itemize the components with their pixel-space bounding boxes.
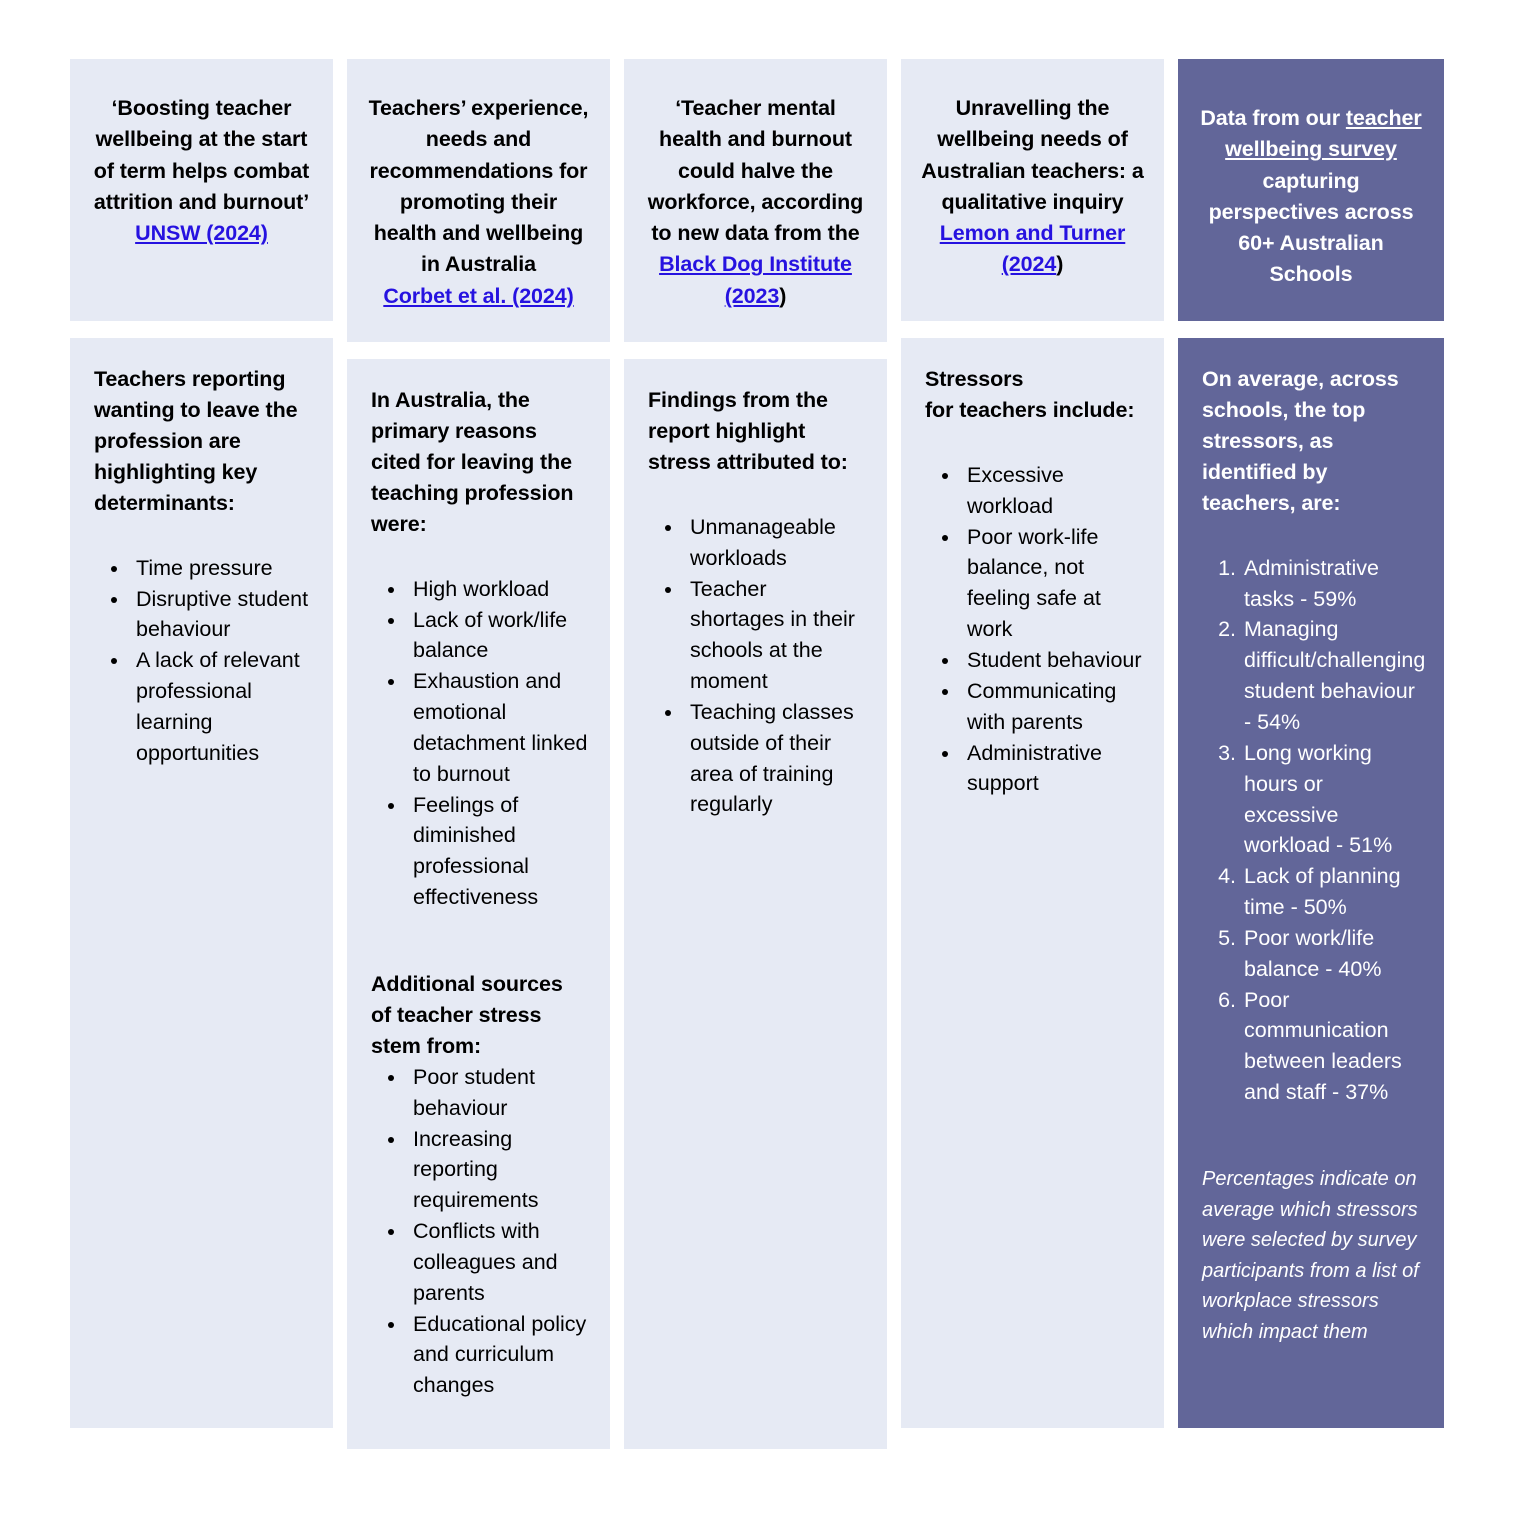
source-title-text: Teachers’ experience, needs and recommendations for promoting their health and wellbeing in Australia <box>368 96 589 277</box>
source-link-unsw[interactable]: UNSW (2024) <box>135 221 268 246</box>
columns-grid <box>70 59 1466 1449</box>
body-lead-line-1: Stressors <box>925 367 1024 391</box>
source-title-text: ‘Boosting teacher wellbeing at the start of term helps combat attrition and burnout’ <box>93 96 310 214</box>
body-lead-corbet: In Australia, the primary reasons cited for leaving the teaching profession were: <box>371 387 574 536</box>
source-link-our-survey[interactable]: teacher wellbeing survey <box>1225 106 1422 162</box>
list-item: • Teacher shortages in their schools at the moment <box>684 574 865 697</box>
list-item: • Unmanageable workloads <box>684 512 865 574</box>
list-item: • Communicating with parents <box>961 676 1142 738</box>
source-title-prefix: Data from our <box>1200 106 1346 130</box>
source-title-lemon-turner <box>921 93 1144 281</box>
column-our-survey <box>1178 59 1444 1428</box>
spacer <box>371 540 588 574</box>
source-body-card-our-survey <box>1178 338 1444 1428</box>
column-black-dog <box>624 59 887 1449</box>
list-item: • Time pressure <box>130 553 311 584</box>
body-subhead-corbet: Additional sources of teacher stress stem from: <box>371 972 563 1058</box>
list-item: 6. Poor communication between leaders and staff - 37% <box>1242 985 1422 1108</box>
list-item: • Lack of work/life balance <box>407 605 588 667</box>
list-item: • Increasing reporting requirements <box>407 1124 588 1217</box>
list-item: • Administrative support <box>961 738 1142 800</box>
column-unsw <box>70 59 333 1428</box>
spacer <box>648 478 865 512</box>
spacer <box>1202 1108 1422 1164</box>
list-item: • Exhaustion and emotional detachment linked to burnout <box>407 666 588 789</box>
source-title-our-survey <box>1198 103 1424 291</box>
list-item: • Teaching classes outside of their area of training regularly <box>684 697 865 820</box>
spacer <box>94 519 311 553</box>
list-item: • Poor work-life balance, not feeling safe at work <box>961 522 1142 645</box>
source-title-text: Unravelling the wellbeing needs of Australian teachers: a qualitative inquiry <box>921 96 1144 214</box>
list-item: • A lack of relevant professional learning opportunities <box>130 645 311 768</box>
list-item: 1. Administrative tasks - 59% <box>1242 553 1422 615</box>
body-lead-line-2: for teachers include: <box>925 397 1135 422</box>
source-header-card-black-dog <box>624 59 887 342</box>
list-item: • Disruptive student behaviour <box>130 584 311 646</box>
bullet-list-corbet <box>371 574 588 913</box>
source-body-card-unsw <box>70 338 333 1428</box>
bullet-list-black-dog <box>648 512 865 820</box>
column-lemon-turner <box>901 59 1164 1428</box>
source-body-card-lemon-turner <box>901 338 1164 1428</box>
body-lead-our-survey: On average, across schools, the top stressors, as identified by teachers, are: <box>1202 367 1399 515</box>
list-item: 5. Poor work/life balance - 40% <box>1242 923 1422 985</box>
list-item: • Excessive workload <box>961 460 1142 522</box>
spacer <box>371 913 588 969</box>
spacer <box>1202 519 1422 553</box>
list-item: • Student behaviour <box>961 645 1142 676</box>
source-header-card-our-survey <box>1178 59 1444 321</box>
source-title-unsw <box>90 93 313 249</box>
list-item: 3. Long working hours or excessive workload - 51% <box>1242 738 1422 861</box>
source-title-black-dog <box>644 93 867 312</box>
body-lead-black-dog: Findings from the report highlight stress attributed to: <box>648 387 848 474</box>
bullet-list-unsw <box>94 553 311 769</box>
list-item: • High workload <box>407 574 588 605</box>
numbered-list-top-stressors <box>1202 553 1426 1108</box>
source-title-suffix: ) <box>779 283 787 308</box>
source-title-suffix: ) <box>1056 252 1064 277</box>
list-item: • Poor student behaviour <box>407 1062 588 1124</box>
list-item: • Conflicts with colleagues and parents <box>407 1216 588 1309</box>
source-title-corbet <box>367 93 590 312</box>
source-header-card-lemon-turner <box>901 59 1164 321</box>
body-lead-lemon-turner <box>925 364 1142 426</box>
column-corbet <box>347 59 610 1449</box>
bullet-list-corbet-secondary <box>371 1062 588 1401</box>
source-title-suffix: capturing perspectives across 60+ Australian Schools <box>1208 168 1414 287</box>
source-link-black-dog[interactable]: Black Dog Institute (2023 <box>659 252 852 308</box>
source-body-card-black-dog <box>624 359 887 1449</box>
list-item: 4. Lack of planning time - 50% <box>1242 861 1422 923</box>
spacer <box>925 426 1142 460</box>
list-item: 2. Managing difficult/challenging student behaviour - 54% <box>1242 614 1422 737</box>
source-header-card-corbet <box>347 59 610 342</box>
source-header-card-unsw <box>70 59 333 321</box>
source-title-text: ‘Teacher mental health and burnout could halve the workforce, according to new data from the <box>647 96 864 246</box>
source-link-corbet[interactable]: Corbet et al. (2024) <box>383 283 574 308</box>
source-body-card-corbet <box>347 359 610 1449</box>
list-item: • Educational policy and curriculum changes <box>407 1309 588 1402</box>
bullet-list-lemon-turner <box>925 460 1142 799</box>
footnote-our-survey: Percentages indicate on average which stressors were selected by survey participants from a list of workplace stressors which impact them <box>1202 1167 1419 1343</box>
source-link-lemon-turner[interactable]: Lemon and Turner (2024 <box>939 221 1126 277</box>
list-item: • Feelings of diminished professional effectiveness <box>407 790 588 913</box>
body-lead-unsw: Teachers reporting wanting to leave the profession are highlighting key determinants: <box>94 367 298 515</box>
